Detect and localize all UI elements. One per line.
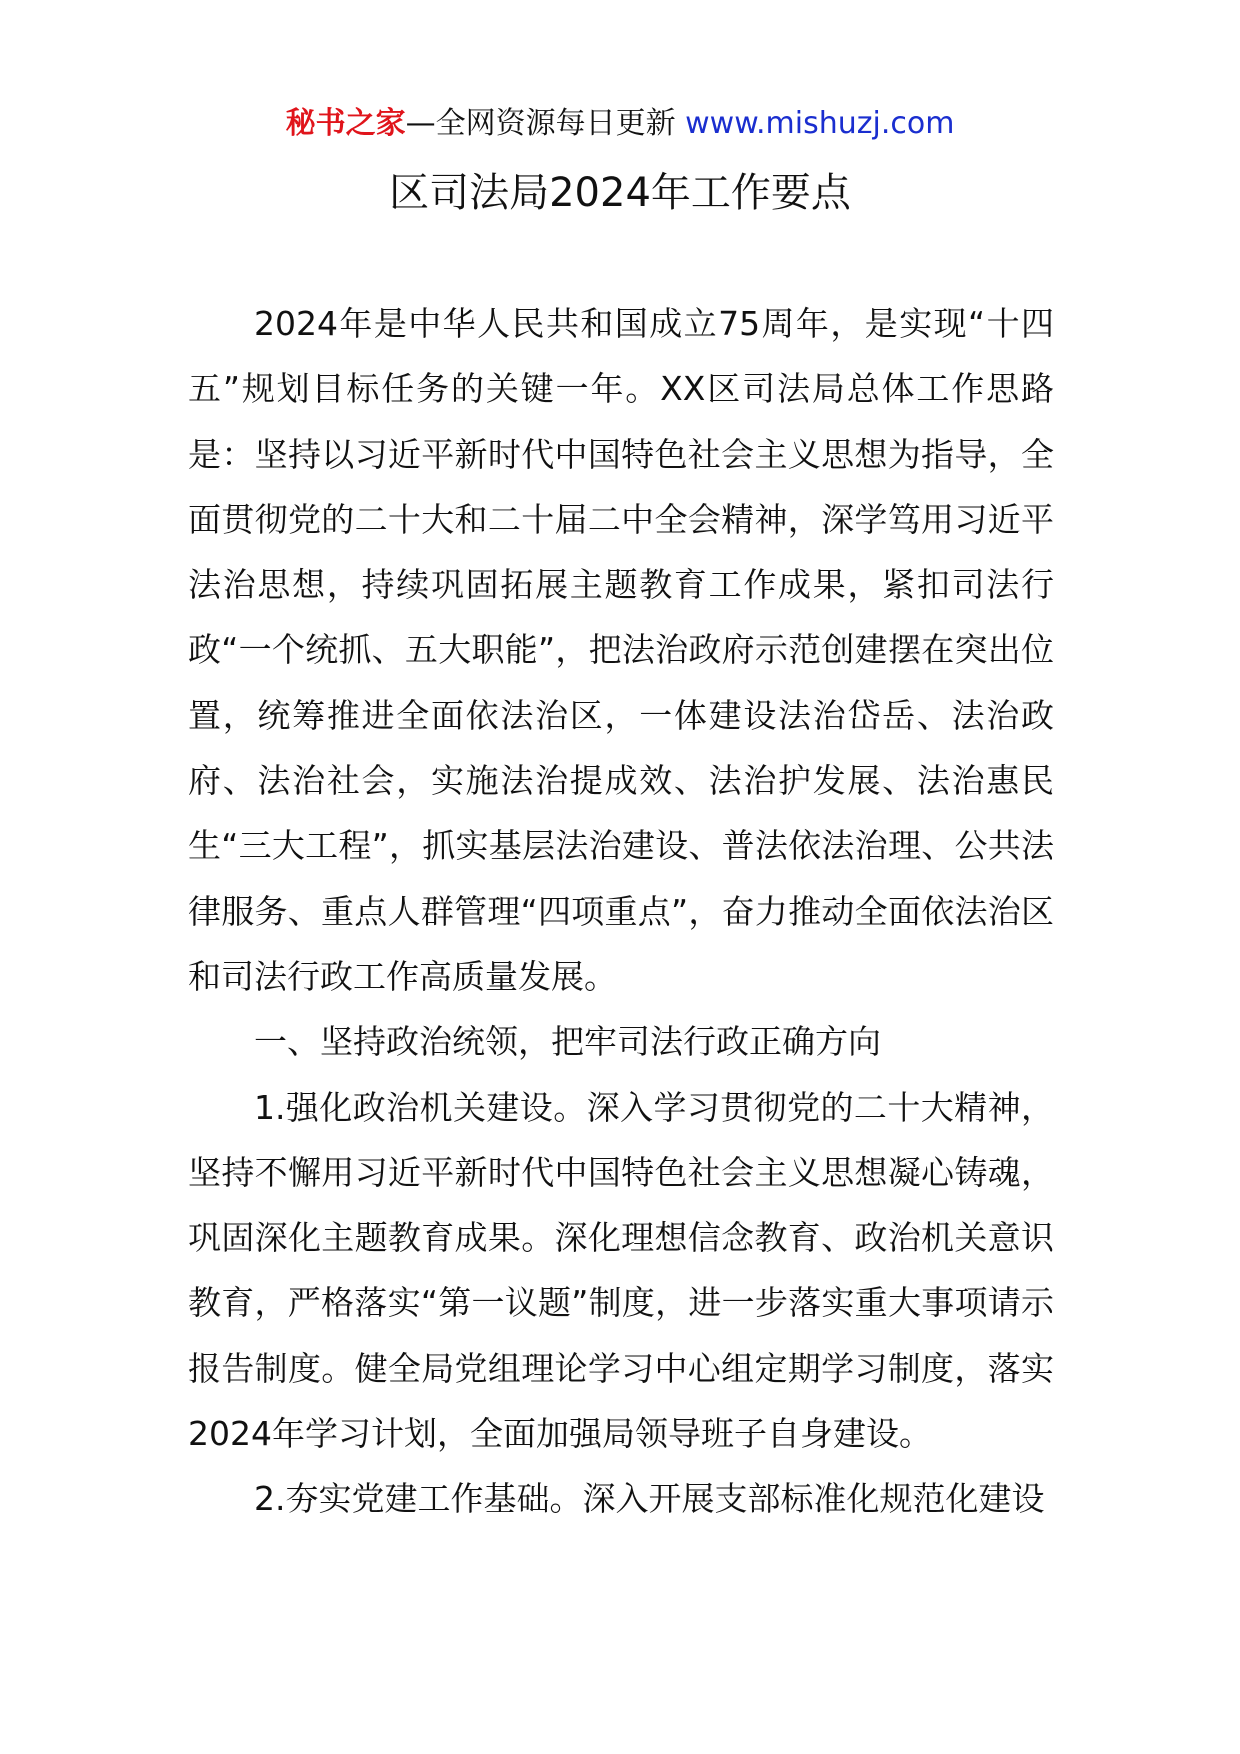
brand-name: 秘书之家	[285, 106, 406, 141]
section-heading-1: 一、坚持政治统领，把牢司法行政正确方向	[254, 1022, 881, 1062]
site-header	[0, 100, 1240, 148]
document-body	[188, 291, 1054, 1532]
paragraph-item-2: 2.夯实党建工作基础。深入开展支部标准化规范化建设	[254, 1479, 1045, 1519]
header-tagline: —全网资源每日更新	[405, 106, 676, 141]
paragraph-item-1: 1.强化政治机关建设。深入学习贯彻党的二十大精神，坚持不懈用习近平新时代中国特色社会主义思想凝心铸魂，巩固深化主题教育成果。深化理想信念教育、政治机关意识教育，严格落实“第一议题”制度，进一步落实重大事项请示报告制度。健全局党组理论学习中心组定期学习制度，落实2024年学习计划，全面加强局领导班子自身建设。	[188, 1087, 1054, 1454]
paragraph-intro: 2024年是中华人民共和国成立75周年，是实现“十四五”规划目标任务的关键一年。XX区司法局总体工作思路是：坚持以习近平新时代中国特色社会主义思想为指导，全面贯彻党的二十大和二十届二中全会精神，深学笃用习近平法治思想，持续巩固拓展主题教育工作成果，紧扣司法行政“一个统抓、五大职能”，把法治政府示范创建摆在突出位置，统筹推进全面依法治区，一体建设法治岱岳、法治政府、法治社会，实施法治提成效、法治护发展、法治惠民生“三大工程”，抓实基层法治建设、普法依法治理、公共法律服务、重点人群管理“四项重点”，奋力推动全面依法治区和司法行政工作高质量发展。	[188, 304, 1054, 996]
site-url-link[interactable]: www.mishuzj.com	[685, 106, 955, 141]
document-title: 区司法局2024年工作要点	[389, 170, 851, 216]
